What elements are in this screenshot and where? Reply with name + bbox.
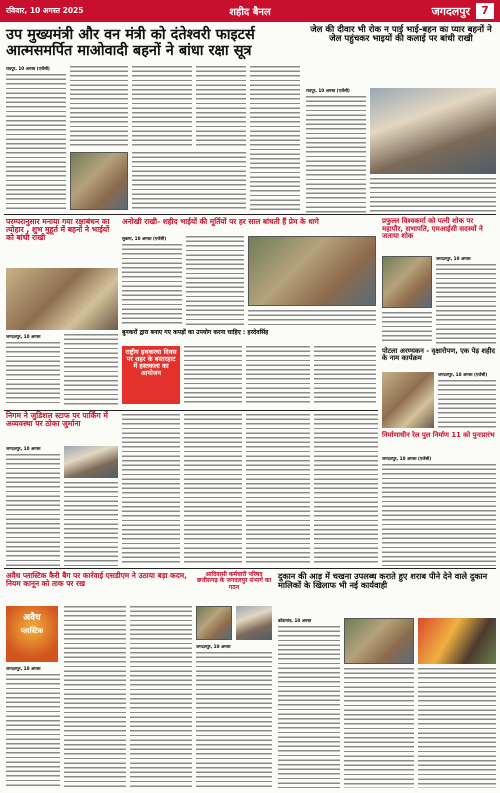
jail-body [370, 178, 496, 214]
nigam-dateline: जगदलपुर, 10 अगस्त [6, 446, 41, 451]
rail-headline: निर्माणाधीन रेल पुल निर्माण 11 को पुनःप्रारंभ [382, 431, 495, 439]
dukan-photo-2 [418, 618, 496, 664]
antim-body [186, 236, 244, 328]
nigam-photo [64, 446, 118, 478]
adivasi-dateline: जगदलपुर, 10 अगस्त [196, 644, 231, 649]
centre-body [184, 414, 242, 566]
plastic-headline: अवैध प्लास्टिक कैरी बैग पर कार्रवाई एसडीएम ने उठाया बड़ा कदम, नियम कानून को ताक पर रख [6, 571, 187, 588]
lead-body [70, 66, 128, 148]
issue-date: रविवार, 10 अगस्त 2025 [6, 6, 84, 15]
lead-body [132, 66, 192, 148]
ful-body [382, 312, 432, 344]
page-number: 7 [476, 3, 494, 19]
dukan-dateline: कोंडागांव, 10 अगस्त [278, 618, 312, 623]
lead-dateline: रायपुर, 10 अगस्त (एजेंसी) [6, 66, 50, 71]
dukan-body [278, 626, 340, 788]
antim-body [122, 244, 182, 324]
lead-photo [70, 152, 128, 210]
rakhi-photo [6, 268, 118, 330]
masthead [0, 0, 500, 22]
dukan-photo [344, 618, 414, 664]
plastic-badge [6, 606, 58, 662]
dukan-body [344, 668, 414, 788]
nigam-body [6, 454, 60, 566]
nigam-headline: निगम ने जुडिशल स्टाफ पर पार्किंग में अव्यवस्था पर ठोका जुर्माना [6, 411, 108, 429]
plastic-dateline: जगदलपुर, 10 अगस्त [6, 666, 41, 671]
smarak-body [438, 380, 496, 428]
lead-headline: उप मुख्यमंत्री और वन मंत्री को दंतेश्वरी फाइटर्स आत्मसमर्पित माओवादी बहनों ने बांधा रक्षा सूत्र [6, 27, 255, 59]
adivasi-headline: आदिवासी कर्मचारी परिषद् छत्तीसगढ़ के जगदलपुर संभाग का गठन [197, 571, 271, 591]
nigam-body [64, 482, 118, 566]
divider [4, 214, 496, 215]
handloom-body [314, 346, 376, 406]
centre-body [314, 414, 378, 566]
antim-photo [248, 236, 376, 306]
lead-body [250, 66, 300, 210]
lead-body [196, 66, 246, 148]
jail-photo [370, 88, 496, 174]
ful-body [436, 264, 496, 344]
ful-dateline: जगदलपुर, 10 अगस्त [436, 256, 471, 261]
ful-headline: प्रफुल्ल विश्वकर्मा को पत्नी शोक पर महापौर, सभापति, एमआईसी सदस्यों ने जताया शोक [382, 217, 483, 241]
jail-headline: जेल की दीवार भी रोक न पाई भाई-बहन का प्यार बहनों ने जेल पहुंचकर भाइयों की कलाई पर बांधी राखी [310, 25, 492, 45]
ful-photo [382, 256, 432, 308]
rakhi-headline: परम्परानुसार मनाया गया रक्षाबंधन का त्योहार , शुभ मुहूर्त में बहनों ने भाईयों को बांधी राखी [6, 217, 110, 243]
plastic-body [130, 606, 192, 788]
centre-body [246, 414, 310, 566]
adivasi-body [196, 652, 272, 788]
handloom-body [184, 346, 242, 406]
jail-body [306, 96, 366, 214]
centre-body [122, 414, 180, 566]
newspaper-name: शहीद बैनल [229, 7, 271, 18]
plastic-badge-top: अवैध [23, 613, 41, 623]
dukan-headline: दुकान की आड़ में चखना उपलब्ध कराते हुए शराब पीने देने वाले दुकान मालिकों के खिलाफ भी नई कार्यवाही [278, 571, 488, 590]
rakhi-dateline: जगदलपुर, 10 अगस्त [6, 334, 41, 339]
antim-headline: अनोखी राखी- शहीद भाईयों की मूर्तियों पर हर साल बांधती हैं प्रेम के धागे [122, 217, 319, 226]
plastic-badge-bottom: प्लास्टिक [20, 626, 44, 635]
edition-city: जगदलपुर [431, 4, 470, 18]
plastic-body [64, 606, 126, 788]
antim-body [248, 310, 376, 328]
rakhi-body [64, 334, 118, 406]
plastic-body [6, 674, 60, 788]
antim-subhead: बुनकरों द्वारा बनाए गए कपड़ों का उपयोग करना चाहिए : हरदेवसिंह [122, 329, 269, 336]
adivasi-photo-1 [196, 606, 232, 640]
divider [4, 568, 496, 569]
antim-dateline: सुकमा, 10 अगस्त (एजेंसी) [122, 236, 167, 241]
rail-body [382, 464, 496, 566]
lead-caption [132, 152, 246, 210]
smarak-headline: पोटला अरण्यकन - वृक्षारोपण, एक पेड़ शहीद के नाम कार्यक्रम [382, 347, 495, 363]
rail-dateline: जगदलपुर, 10 अगस्त (एजेंसी) [382, 456, 432, 461]
adivasi-photo-2 [236, 606, 272, 640]
handloom-headline: राष्ट्रीय हथकरघा दिवस पर शहर के बस्तरहाट में हस्तकला का आयोजन [122, 346, 180, 404]
rakhi-body [6, 342, 60, 406]
smarak-photo [382, 372, 434, 428]
jail-dateline: रायपुर, 10 अगस्त (एजेंसी) [306, 88, 350, 93]
lead-body [6, 74, 66, 210]
dukan-body [418, 668, 496, 788]
smarak-dateline: जगदलपुर, 10 अगस्त (एजेंसी) [438, 372, 488, 377]
handloom-body [246, 346, 310, 406]
